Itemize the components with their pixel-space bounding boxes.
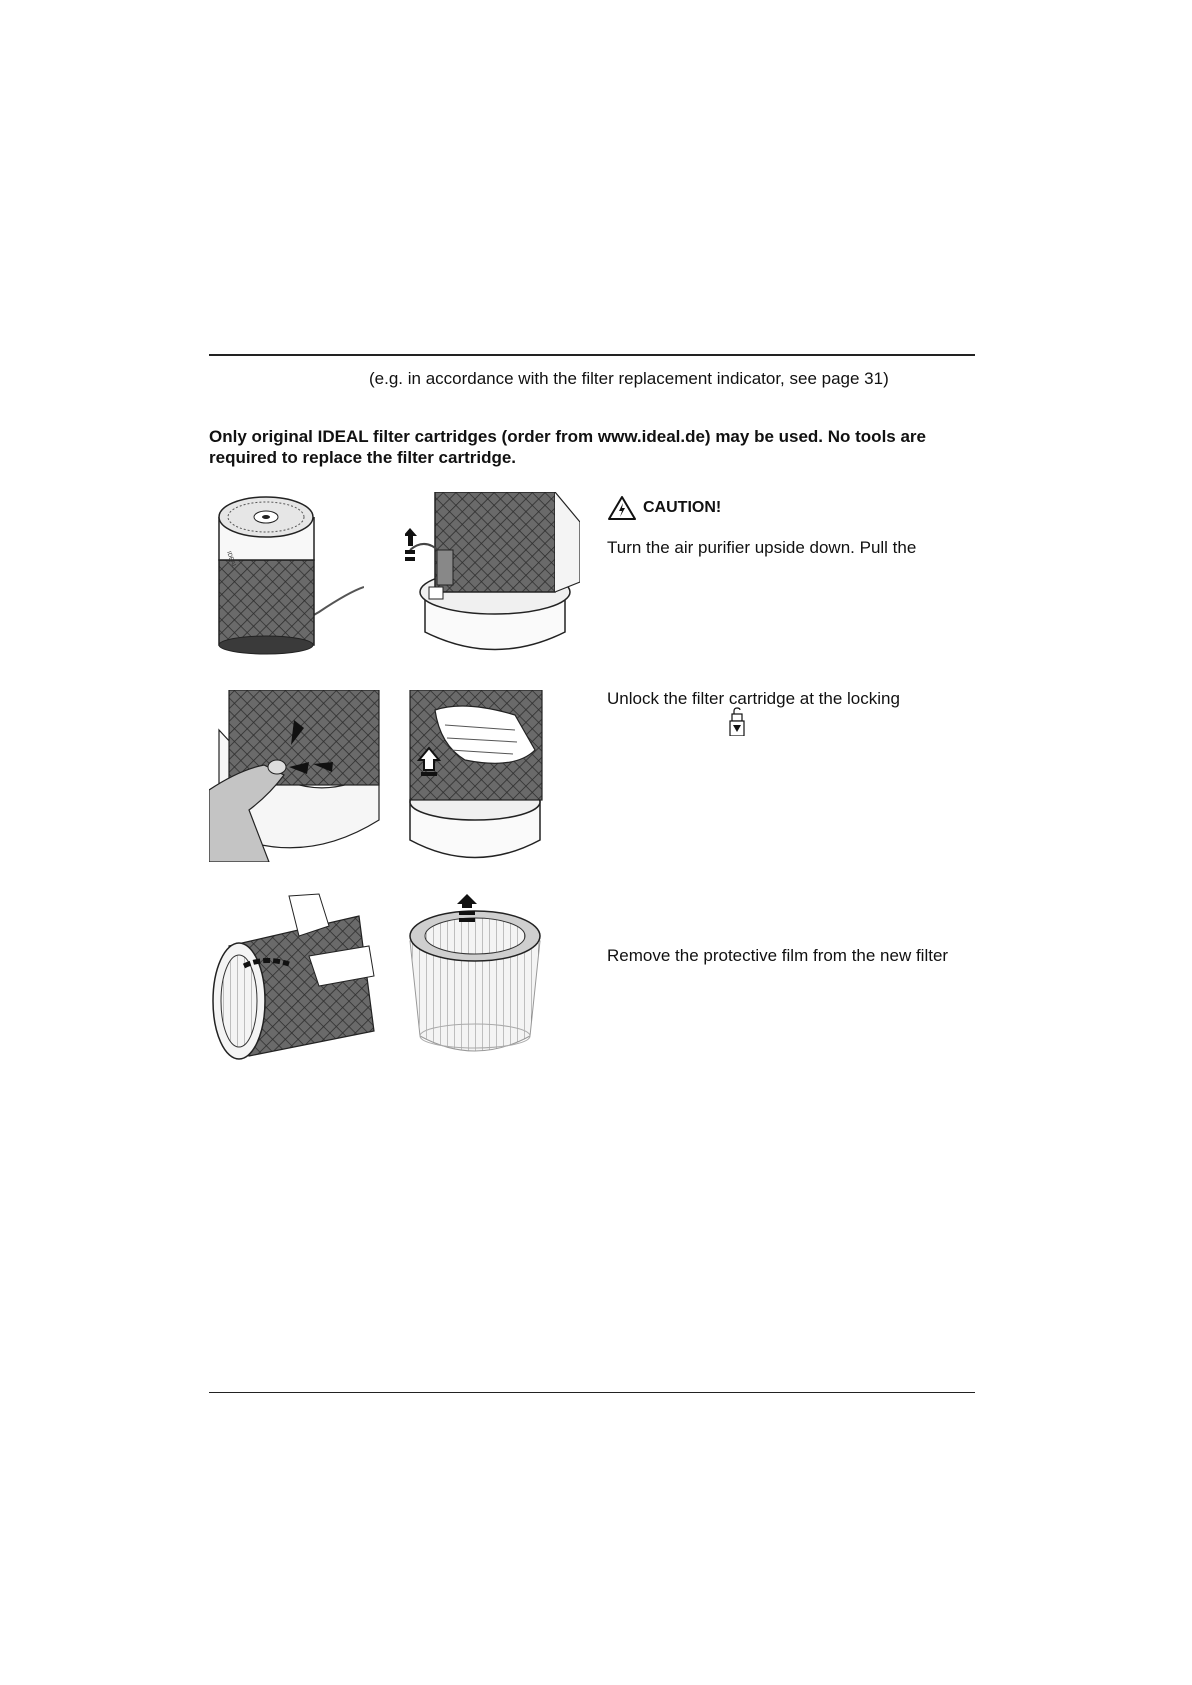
intro-line-2: required to replace the filter cartridge. [209, 448, 517, 467]
unlock-cartridge-figure [209, 690, 384, 862]
protective-film-figure [209, 886, 379, 1061]
air-purifier-figure [209, 492, 364, 657]
step-3-text: Remove the protective film from the new filter [607, 946, 949, 965]
unplug-cable-figure [405, 492, 580, 657]
header-rule [209, 354, 975, 356]
warning-triangle-icon [607, 495, 637, 521]
unlock-symbol-icon [729, 706, 745, 736]
caution-heading [607, 495, 721, 521]
lift-cartridge-figure [405, 690, 565, 862]
step-2-text: Unlock the filter cartridge at the locking [607, 689, 900, 708]
insert-filter-figure [405, 886, 545, 1061]
indicator-note: (e.g. in accordance with the filter replacement indicator, see page 31) [369, 369, 889, 388]
footer-rule [209, 1392, 975, 1393]
svg-text:IDEAL: IDEAL [225, 550, 237, 569]
step-1-text: Turn the air purifier upside down. Pull the [607, 538, 917, 557]
caution-label: CAUTION! [643, 499, 722, 516]
intro-line-1: Only original IDEAL filter cartridges (order from www.ideal.de) may be used. No tools are [209, 427, 926, 446]
